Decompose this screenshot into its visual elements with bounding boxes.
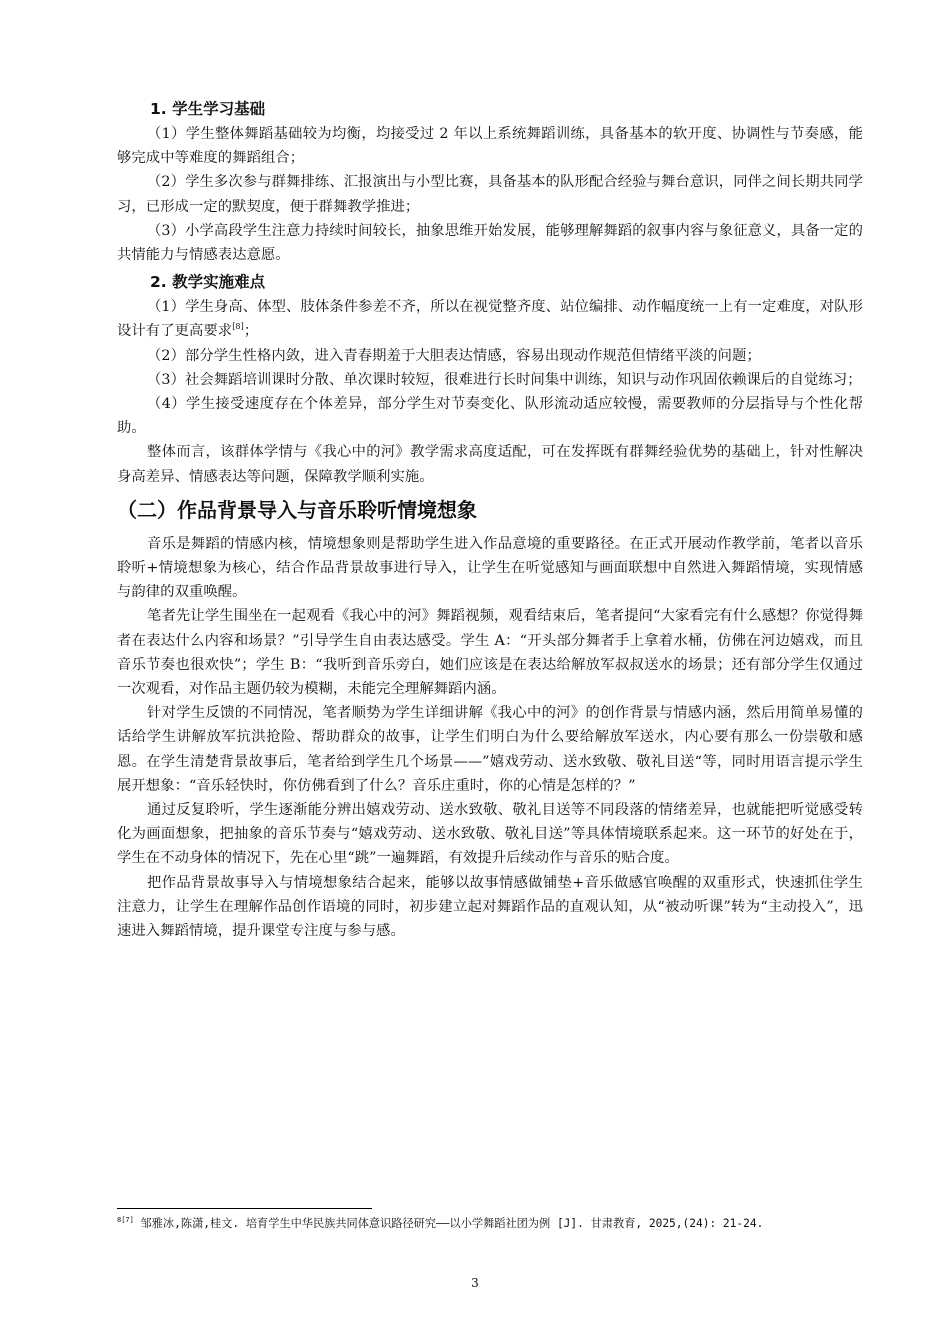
heading-section-two: （二）作品背景导入与音乐聆听情境想象: [117, 497, 477, 522]
heading-teaching-difficulties: 2. 教学实施难点: [150, 273, 266, 292]
paragraph-main-5: 把作品背景故事导入与情境想象结合起来，能够以故事情感做铺垫+音乐做感官唤醒的双重形式，快速抓住学生注意力，让学生在理解作品创作语境的同时，初步建立起对舞蹈作品的直观认知，从“被动听课”转为“主动投入”，迅速进入舞蹈情境，提升课堂专注度与参与感。: [117, 874, 863, 940]
citation-ref-8: [8]: [232, 322, 244, 332]
paragraph-difficulty-2: （2）部分学生性格内敛，进入青春期羞于大胆表达情感，容易出现动作规范但情绪平淡的问题；: [147, 347, 761, 364]
paragraph-main-1: 音乐是舞蹈的情感内核，情境想象则是帮助学生进入作品意境的重要路径。在正式开展动作教学前，笔者以音乐聆听+情境想象为核心，结合作品背景故事进行导入，让学生在听觉感知与画面联想中自然进入舞蹈情境，实现情感与韵律的双重唤醒。: [117, 535, 863, 601]
footnote-number: 8: [117, 1216, 122, 1224]
page-body: [117, 94, 863, 943]
page-number: 3: [471, 1276, 479, 1290]
difficulty-1-text: （1）学生身高、体型、肢体条件参差不齐，所以在视觉整齐度、站位编排、动作幅度统一上有一定难度，对队形设计有了更高要求: [117, 299, 863, 340]
paragraph-basis-3: （3）小学高段学生注意力持续时间较长，抽象思维开始发展，能够理解舞蹈的叙事内容与象征意义，具备一定的共情能力与情感表达意愿。: [117, 222, 863, 264]
paragraph-difficulty-3: （3）社会舞蹈培训课时分散、单次课时较短，很难进行长时间集中训练，知识与动作巩固依赖课后的自觉练习；: [147, 371, 862, 388]
paragraph-main-4: 通过反复聆听，学生逐渐能分辨出嬉戏劳动、送水致敬、敬礼目送等不同段落的情绪差异，也就能把听觉感受转化为画面想象，把抽象的音乐节奏与“嬉戏劳动、送水致敬、敬礼目送”等具体情境联系起来。这一环节的好处在于，学生在不动身体的情况下，先在心里“跳”一遍舞蹈，有效提升后续动作与音乐的贴合度。: [117, 802, 863, 867]
paragraph-main-2: 笔者先让学生围坐在一起观看《我心中的河》舞蹈视频，观看结束后，笔者提问“大家看完有什么感想？你觉得舞者在表达什么内容和场景？”引导学生自由表达感受。学生 A：“开头部分舞者手上拿着水桶，仿佛在河边嬉戏，而且音乐节奏也很欢快”；学生 B：“我听到音乐旁白，她们应该是在表达给解放军叔叔送水的场景；还有部分学生仅通过一次观看，对作品主题仍较为模糊，未能完全理解舞蹈内涵。: [117, 608, 863, 698]
heading-student-basis: 1. 学生学习基础: [150, 100, 266, 118]
paragraph-basis-2: （2）学生多次参与群舞排练、汇报演出与小型比赛，具备基本的队形配合经验与舞台意识，同伴之间长期共同学习，已形成一定的默契度，便于群舞教学推进；: [117, 174, 863, 215]
paragraph-summary: 整体而言，该群体学情与《我心中的河》教学需求高度适配，可在发挥既有群舞经验优势的基础上，针对性解决身高差异、情感表达等问题，保障教学顺利实施。: [117, 444, 863, 485]
footnote-divider: [117, 1208, 372, 1209]
paragraph-difficulty-4: （4）学生接受速度存在个体差异，部分学生对节奏变化、队形流动适应较慢，需要教师的分层指导与个性化帮助。: [117, 396, 863, 437]
footnote-marker: [117, 1216, 134, 1224]
footnote-ref: [7]: [121, 1216, 134, 1224]
paragraph-difficulty-1: [117, 295, 863, 343]
footnote: [117, 1214, 863, 1233]
paragraph-main-3: 针对学生反馈的不同情况，笔者顺势为学生详细讲解《我心中的河》的创作背景与情感内涵，然后用简单易懂的话给学生讲解放军抗洪抢险、帮助群众的故事，让学生们明白为什么要给解放军送水，内心要有那么一份崇敬和感恩。在学生清楚背景故事后，笔者给到学生几个场景——”嬉戏劳动、送水致敬、敬礼目送“等，同时用语言提示学生展开想象：“音乐轻快时，你仿佛看到了什么？音乐庄重时，你的心情是怎样的？”: [117, 705, 863, 794]
difficulty-1-end: ；: [243, 323, 259, 340]
footnote-text: 邹雅冰,陈潇,桂文. 培育学生中华民族共同体意识路径研究——以小学舞蹈社团为例 [J]. 甘肃教育, 2025,(24): 21-24.: [133, 1217, 764, 1230]
paragraph-basis-1: （1）学生整体舞蹈基础较为均衡，均接受过 2 年以上系统舞蹈训练，具备基本的软开度、协调性与节奏感，能够完成中等难度的舞蹈组合；: [117, 126, 863, 167]
